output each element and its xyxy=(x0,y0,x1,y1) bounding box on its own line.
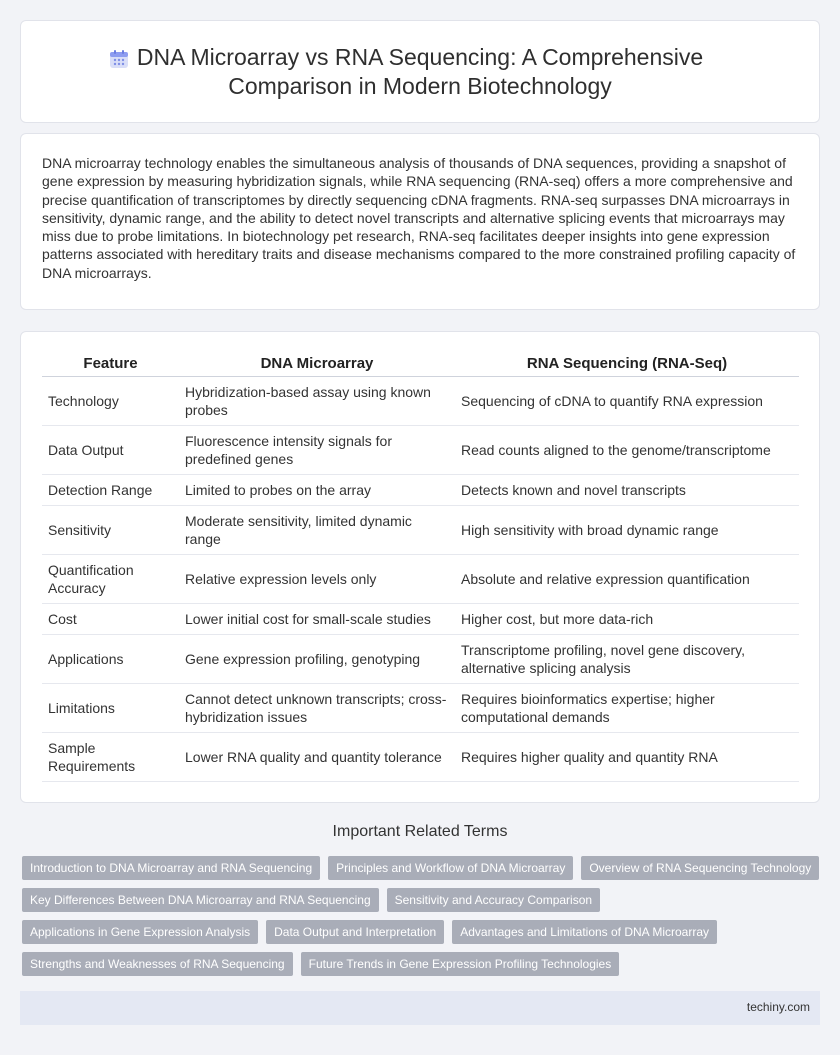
row-microarray: Gene expression profiling, genotyping xyxy=(179,634,455,683)
row-microarray: Cannot detect unknown transcripts; cross-hybridization issues xyxy=(179,683,455,732)
row-microarray: Relative expression levels only xyxy=(179,554,455,603)
row-microarray: Limited to probes on the array xyxy=(179,474,455,505)
related-term-tag[interactable]: Strengths and Weaknesses of RNA Sequencing xyxy=(22,952,293,976)
row-microarray: Lower RNA quality and quantity tolerance xyxy=(179,732,455,781)
row-feature: Data Output xyxy=(42,425,179,474)
comparison-card xyxy=(20,331,820,803)
header-dna-microarray: DNA Microarray xyxy=(179,352,455,376)
row-rnaseq: High sensitivity with broad dynamic range xyxy=(455,505,799,554)
table-row xyxy=(42,474,799,505)
row-feature: Detection Range xyxy=(42,474,179,505)
row-feature: Sensitivity xyxy=(42,505,179,554)
table-row xyxy=(42,554,799,603)
related-terms-tags xyxy=(22,856,822,984)
row-microarray: Hybridization-based assay using known probes xyxy=(179,376,455,425)
related-terms-heading: Important Related Terms xyxy=(332,823,508,840)
intro-card xyxy=(20,133,820,310)
table-row xyxy=(42,732,799,781)
related-term-tag[interactable]: Future Trends in Gene Expression Profiling Technologies xyxy=(301,952,620,976)
header-rna-seq: RNA Sequencing (RNA-Seq) xyxy=(455,352,799,376)
related-term-tag[interactable]: Key Differences Between DNA Microarray and RNA Sequencing xyxy=(22,888,379,912)
related-term-tag[interactable]: Sensitivity and Accuracy Comparison xyxy=(387,888,600,912)
comparison-table xyxy=(42,352,799,782)
title-card xyxy=(20,20,820,123)
related-term-tag[interactable]: Applications in Gene Expression Analysis xyxy=(22,920,258,944)
table-row xyxy=(42,505,799,554)
tag-row xyxy=(22,888,822,912)
row-microarray: Fluorescence intensity signals for predefined genes xyxy=(179,425,455,474)
table-row xyxy=(42,634,799,683)
row-microarray: Lower initial cost for small-scale studies xyxy=(179,603,455,634)
row-rnaseq: Transcriptome profiling, novel gene discovery, alternative splicing analysis xyxy=(455,634,799,683)
row-rnaseq: Detects known and novel transcripts xyxy=(455,474,799,505)
row-feature: Technology xyxy=(42,376,179,425)
row-rnaseq: Higher cost, but more data-rich xyxy=(455,603,799,634)
tag-row xyxy=(22,952,822,976)
footer-site-link[interactable]: techiny.com xyxy=(746,1000,810,1014)
related-term-tag[interactable]: Data Output and Interpretation xyxy=(266,920,444,944)
row-rnaseq: Sequencing of cDNA to quantify RNA expression xyxy=(455,376,799,425)
related-term-tag[interactable]: Overview of RNA Sequencing Technology xyxy=(581,856,819,880)
row-rnaseq: Requires bioinformatics expertise; higher computational demands xyxy=(455,683,799,732)
table-row xyxy=(42,376,799,425)
footer xyxy=(20,991,820,1025)
related-term-tag[interactable]: Advantages and Limitations of DNA Microarray xyxy=(452,920,717,944)
row-rnaseq: Read counts aligned to the genome/transcriptome xyxy=(455,425,799,474)
tag-row xyxy=(22,856,822,880)
intro-paragraph: DNA microarray technology enables the simultaneous analysis of thousands of DNA sequences, providing a snapshot of gene expression by measuring hybridization signals, while RNA sequencing (RNA-seq) offers a more comprehensive and precise quantification of transcriptomes by directly sequencing cDNA fragments. RNA-seq surpasses DNA microarrays in sensitivity, dynamic range, and the ability to detect novel transcripts and alternative splicing events that microarrays may miss due to probe limitations. In biotechnology pet research, RNA-seq facilitates deeper insights into gene expression patterns associated with hereditary traits and disease mechanisms compared to the more constrained profiling capacity of DNA microarrays. xyxy=(42,155,796,281)
table-row xyxy=(42,683,799,732)
row-feature: Applications xyxy=(42,634,179,683)
row-rnaseq: Requires higher quality and quantity RNA xyxy=(455,732,799,781)
row-microarray: Moderate sensitivity, limited dynamic range xyxy=(179,505,455,554)
related-term-tag[interactable]: Principles and Workflow of DNA Microarray xyxy=(328,856,573,880)
page-title: DNA Microarray vs RNA Sequencing: A Comprehensive Comparison in Modern Biotechnology xyxy=(136,43,704,99)
related-term-tag[interactable]: Introduction to DNA Microarray and RNA Sequencing xyxy=(22,856,320,880)
row-rnaseq: Absolute and relative expression quantification xyxy=(455,554,799,603)
table-row xyxy=(42,425,799,474)
table-row xyxy=(42,603,799,634)
header-feature: Feature xyxy=(42,352,179,376)
tag-row xyxy=(22,920,822,944)
table-header-row xyxy=(42,352,799,376)
row-feature: Quantification Accuracy xyxy=(42,554,179,603)
row-feature: Limitations xyxy=(42,683,179,732)
row-feature: Sample Requirements xyxy=(42,732,179,781)
row-feature: Cost xyxy=(42,603,179,634)
